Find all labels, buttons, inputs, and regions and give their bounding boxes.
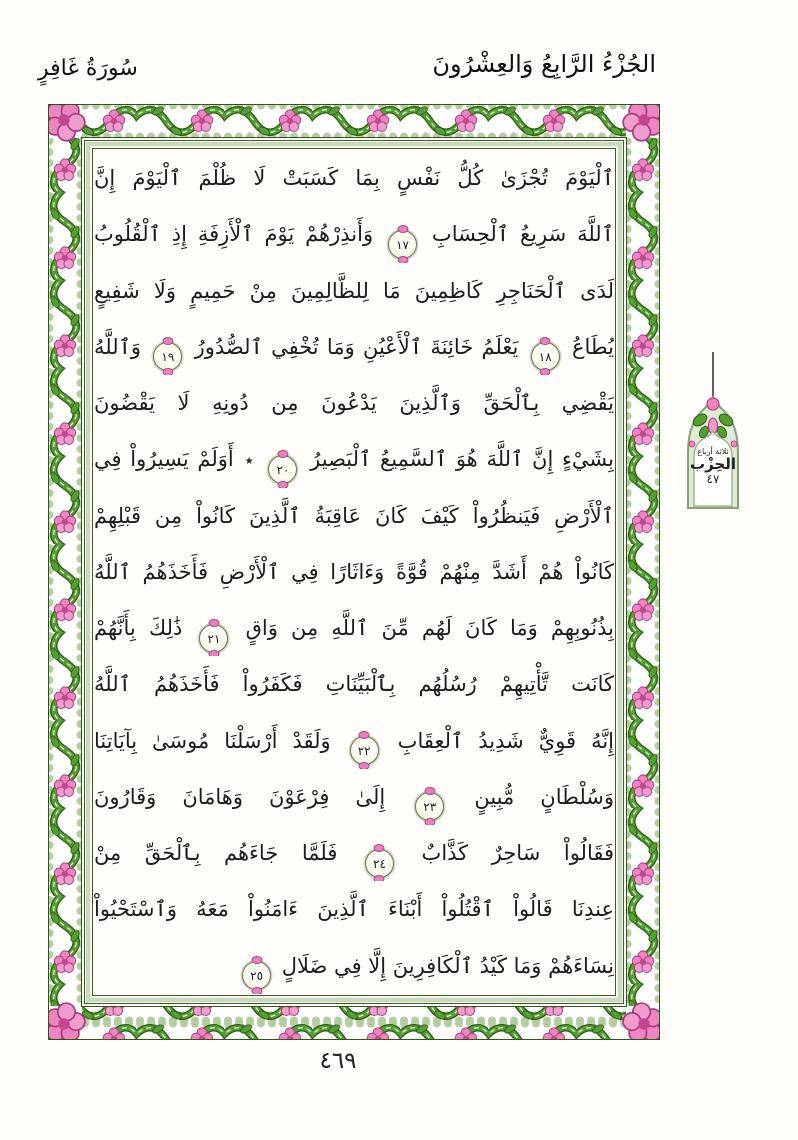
- hizb-fraction-label: ثلاثة أرباع: [697, 447, 729, 456]
- page-number: ٤٦٩: [319, 1048, 357, 1074]
- quran-line: [94, 488, 614, 544]
- verse-text: وَٱللَّهُ: [94, 334, 142, 359]
- ayah-end-marker: [388, 230, 417, 259]
- quran-line: [94, 938, 614, 994]
- ayah-end-marker: [268, 455, 297, 484]
- quran-line: [94, 544, 614, 600]
- verse-text: بِشَيْءٍ إِنَّ ٱللَّهَ هُوَ ٱلسَّمِيعُ ٱلْبَصِيرُ: [310, 447, 614, 472]
- ayah-end-marker: [531, 342, 560, 371]
- verse-text: لَدَى ٱلْحَنَاجِرِ كَاظِمِينَ مَا لِلظَّالِمِينَ مِنْ حَمِيمٍ وَلَا شَفِيعٍ: [94, 278, 614, 303]
- verse-text: إِنَّهُ قَوِيٌّ شَدِيدُ ٱلْعِقَابِ: [397, 728, 614, 753]
- ayah-end-marker: [242, 961, 271, 990]
- ayah-end-marker: [365, 849, 394, 878]
- verse-text: يُطَاعُ: [571, 334, 614, 359]
- quran-line: [94, 319, 614, 375]
- verse-text: يَقْضِي بِٱلْحَقِّ وَٱلَّذِينَ يَدْعُونَ مِن دُونِهِ لَا يَقْضُونَ: [94, 391, 614, 415]
- verse-text: كَانَت تَّأْتِيهِمْ رُسُلُهُم بِٱلْبَيِّنَاتِ فَكَفَرُواْ فَأَخَذَهُمُ ٱللَّهُ: [94, 672, 614, 697]
- ayah-number: ٢٠: [276, 462, 290, 477]
- quran-text-area: [94, 150, 614, 994]
- ayah-number: ١٨: [538, 350, 552, 365]
- quran-line: [94, 656, 614, 712]
- surah-title: سُورَةُ غَافِرٍ: [38, 56, 138, 81]
- quran-line: [94, 150, 614, 206]
- verse-text: ذَٰلِكَ بِأَنَّهُمْ: [94, 616, 183, 640]
- ayah-number: ٢٢: [357, 744, 371, 758]
- ayah-number: ١٩: [161, 350, 175, 365]
- ayah-number: ٢٤: [373, 856, 386, 871]
- verse-text: عِندِنَا قَالُواْ ٱقْتُلُواْ أَبْنَاءَ ٱلَّذِينَ ءَامَنُواْ مَعَهُ وَٱسْتَحْيُواْ: [94, 897, 614, 922]
- verse-text: فَلَمَّا جَاءَهُم بِٱلْحَقِّ مِنْ: [94, 841, 338, 865]
- verse-text: بِذُنُوبِهِمْ وَمَا كَانَ لَهُم مِّنَ ٱللَّهِ مِن وَاقٍ: [245, 616, 614, 640]
- verse-text: إِلَىٰ فِرْعَوْنَ وَهَامَانَ وَقَارُونَ: [94, 784, 386, 809]
- quran-line: [94, 263, 614, 319]
- ayah-end-marker: [153, 342, 182, 371]
- ayah-number: ١٧: [396, 237, 409, 252]
- verse-text: يَعْلَمُ خَائِنَةَ ٱلْأَعْيُنِ وَمَا تُخْفِي ٱلصُّدُورُ: [194, 334, 519, 359]
- ayah-number: ٢٣: [423, 800, 437, 815]
- verse-text: وَسُلْطَانٍ مُّبِينٍ: [474, 784, 614, 809]
- hizb-number: ٤٧: [706, 472, 720, 487]
- quran-line: [94, 431, 614, 487]
- verse-text: فَقَالُواْ سَاحِرٌ كَذَّابٌ: [421, 841, 614, 865]
- verse-text: ٱلْيَوْمَ تُجْزَىٰ كُلُّ نَفْسٍ بِمَا كَسَبَتْ لَا ظُلْمَ ٱلْيَوْمَ إِنَّ: [94, 166, 614, 190]
- hizb-marker: [676, 352, 750, 510]
- ayah-end-marker: [415, 792, 444, 821]
- ayah-end-marker: [199, 624, 228, 653]
- quran-line: [94, 713, 614, 769]
- hizb-label: الحِزْب: [690, 455, 736, 474]
- quran-line: [94, 769, 614, 825]
- ayah-number: ٢١: [207, 631, 221, 646]
- rub-el-hizb-icon: ٭: [244, 451, 254, 472]
- ayah-number: ٢٥: [250, 969, 264, 983]
- quran-line: [94, 825, 614, 881]
- juz-title: الجُزْءُ الرَّابِعُ وَالعِشْرُونَ: [432, 50, 656, 78]
- ornamental-frame: [48, 104, 660, 1040]
- quran-line: [94, 881, 614, 937]
- verse-text: وَلَقَدْ أَرْسَلْنَا مُوسَىٰ بِآيَاتِنَا: [94, 728, 331, 753]
- verse-text: وَأَنذِرْهُمْ يَوْمَ ٱلْأَزِفَةِ إِذِ ٱلْقُلُوبُ: [94, 222, 374, 247]
- quran-line: [94, 600, 614, 656]
- verse-text: ٱلْأَرْضِ فَيَنظُرُواْ كَيْفَ كَانَ عَاقِبَةُ ٱلَّذِينَ كَانُواْ مِن قَبْلِهِمْ: [94, 503, 614, 528]
- verse-text: أَوَلَمْ يَسِيرُواْ فِي: [94, 447, 234, 472]
- ayah-end-marker: [350, 736, 379, 765]
- verse-text: ٱللَّهَ سَرِيعُ ٱلْحِسَابِ: [431, 222, 614, 247]
- quran-line: [94, 375, 614, 431]
- verse-text: نِسَاءَهُمْ وَمَا كَيْدُ ٱلْكَافِرِينَ إِلَّا فِي ضَلَالٍ: [281, 953, 614, 978]
- verse-text: كَانُواْ هُمْ أَشَدَّ مِنْهُمْ قُوَّةً وَءَاثَارًا فِي ٱلْأَرْضِ فَأَخَذَهُمُ ٱللَّهُ: [94, 559, 614, 584]
- quran-line: [94, 206, 614, 262]
- hizb-marker-text: [687, 447, 739, 487]
